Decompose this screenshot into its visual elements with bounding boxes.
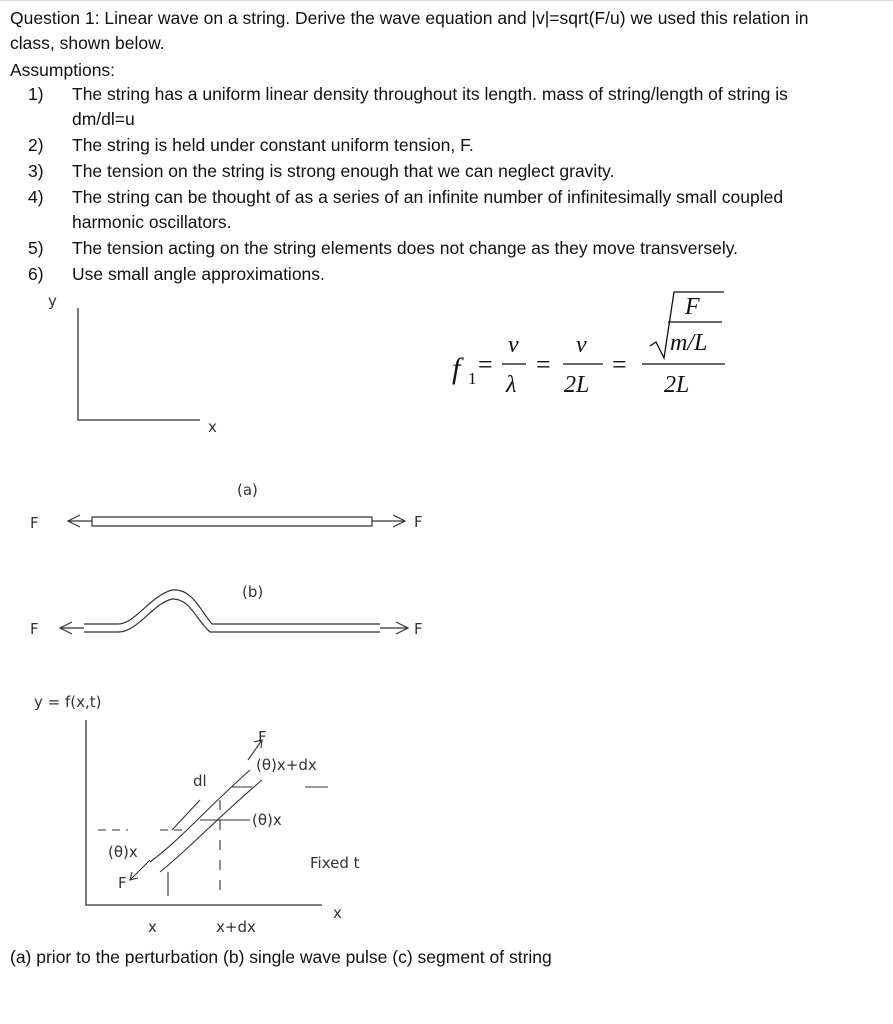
frequency-formula: [452, 292, 725, 398]
formula-mL: m/L: [670, 330, 708, 356]
string-a: [68, 515, 405, 527]
tag-b: (b): [242, 583, 264, 601]
theta-x-right-label: (θ)x: [252, 811, 282, 829]
formula-v1: v: [508, 332, 519, 358]
bottom-force-arrow: [130, 860, 150, 880]
theta-x-left-label: (θ)x: [108, 843, 138, 861]
assumption-text: The string can be thought of as a series of an infinite number of infinitesimally small coupled harmonic oscillators.: [72, 187, 784, 232]
dl-arrow: [172, 800, 200, 830]
dl-label: dl: [193, 772, 207, 790]
tag-a: (a): [237, 481, 258, 499]
y-axis-label: y: [48, 292, 57, 310]
assumption-number: 4): [28, 187, 44, 207]
x-axis-label: x: [208, 418, 217, 436]
formula-f: f: [452, 352, 461, 385]
formula-F: F: [685, 294, 700, 320]
assumption-number: 6): [28, 264, 44, 284]
fixed-t-label: Fixed t: [310, 854, 360, 872]
assumption-number: 5): [28, 238, 44, 258]
function-label: y = f(x,t): [34, 693, 102, 711]
top-force-label: F: [258, 728, 267, 746]
figure-caption: (a) prior to the perturbation (b) single wave pulse (c) segment of string: [10, 947, 552, 967]
theta-xdx-label: (θ)x+dx: [256, 756, 317, 774]
formula-eq2: =: [536, 350, 551, 379]
formula-2l-b: 2L: [664, 372, 690, 398]
assumption-text: Use small angle approximations.: [72, 264, 325, 284]
string-body-a: [92, 517, 372, 526]
assumption-text: The tension acting on the string elements does not change as they move transversely.: [72, 238, 739, 258]
pulse-top: [84, 590, 380, 624]
formula-lambda: λ: [506, 372, 517, 398]
left-force-arrow-b: [60, 622, 84, 634]
right-force-arrow-a: [372, 515, 405, 527]
question-text: Question 1: Linear wave on a string. Derive the wave equation and |v|=sqrt(F/u) we used this relation in class, shown below.: [10, 8, 809, 53]
bottom-force-label: F: [118, 874, 127, 892]
left-force-label-b: F: [30, 620, 39, 638]
assumption-text: The string is held under constant uniform tension, F.: [72, 135, 474, 155]
formula-sub: 1: [468, 369, 477, 388]
axes-lines: [78, 308, 200, 420]
right-force-label-a: F: [414, 513, 423, 531]
left-force-label-a: F: [30, 514, 39, 532]
formula-v2: v: [576, 332, 587, 358]
assumption-text: The tension on the string is strong enough that we can neglect gravity.: [72, 161, 615, 181]
formula-2l-a: 2L: [564, 372, 590, 398]
right-force-label-b: F: [414, 620, 423, 638]
left-force-arrow-a: [68, 515, 92, 527]
assumption-text: The string has a uniform linear density throughout its length. mass of string/length of string is dm/dl=u: [72, 84, 788, 129]
formula-eq3: =: [612, 350, 627, 379]
formula-eq1: =: [478, 350, 493, 379]
assumption-number: 3): [28, 161, 44, 181]
string-b: [60, 590, 408, 634]
assumptions-heading: Assumptions:: [10, 60, 116, 80]
pulse-bottom: [84, 599, 380, 632]
x-label: x: [148, 918, 157, 936]
sketch-axes-a: [78, 308, 200, 420]
xdx-label: x+dx: [216, 918, 256, 936]
right-force-arrow-b: [380, 622, 408, 634]
x-axis-label-c: x: [333, 904, 342, 922]
assumption-number: 2): [28, 135, 44, 155]
assumption-number: 1): [28, 84, 44, 104]
